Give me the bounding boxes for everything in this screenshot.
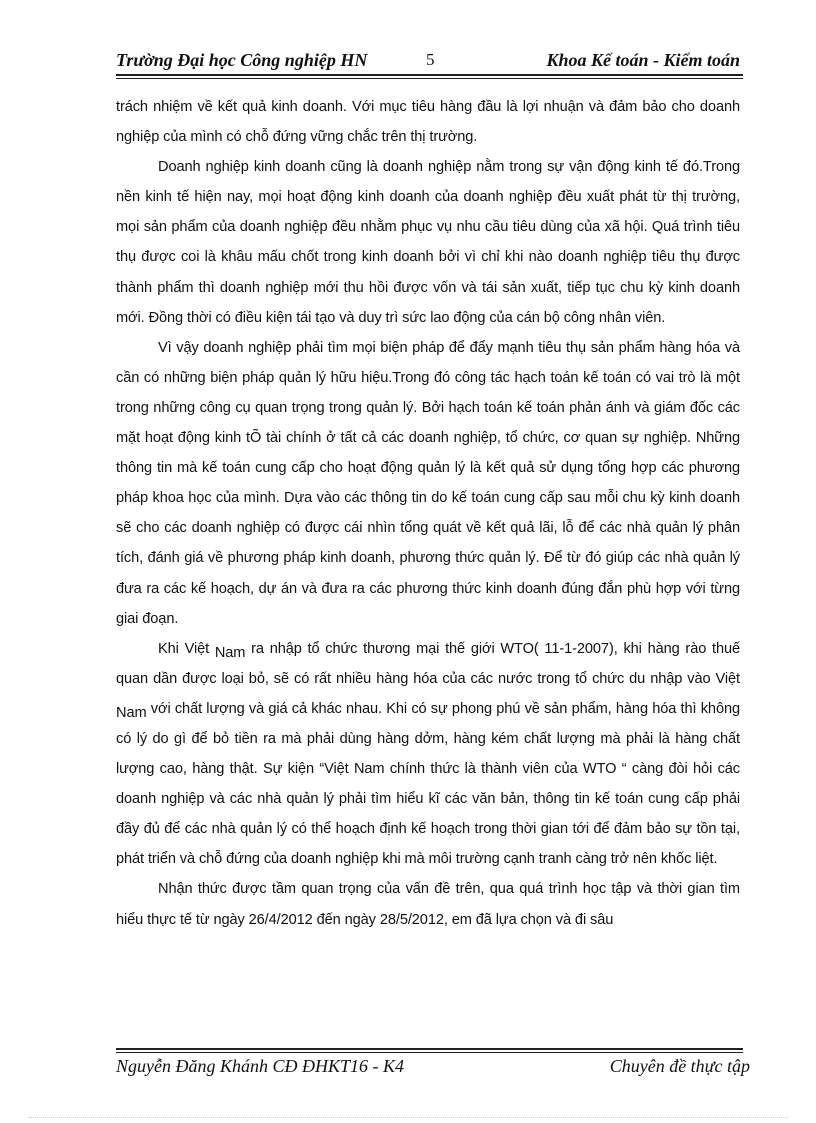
- page-header: [116, 46, 740, 74]
- paragraph-4-part-a: Khi Việt: [158, 640, 215, 657]
- footer-rule-thin: [116, 1052, 743, 1053]
- paragraph-4-nam-1: Nam: [214, 644, 246, 661]
- paragraph-2: Doanh nghiệp kinh doanh cũng là doanh nghiệp nằm trong sự vận động kinh tế đó.Trong nền kinh tế hiện nay, mọi hoạt động kinh doanh của doanh nghiệp đều xuất phát từ thị trường, mọi sản phẩm của doanh nghiệp đều nhằm phục vụ nhu cầu tiêu dùng của xã hội. Quá trình tiêu thụ được coi là khâu mấu chốt trong kinh doanh bởi vì chỉ khi nào doanh nghiệp tiêu thụ được thành phẩm thì doanh nghiệp mới thu hồi được vốn và tái sản xuất, tiếp tục chu kỳ kinh doanh mới. Đồng thời có điều kiện tái tạo và duy trì sức lao động của cán bộ công nhân viên.: [116, 159, 740, 326]
- header-rule-thick: [116, 74, 743, 76]
- paragraph-4-nam-2: Nam: [116, 704, 147, 721]
- paragraph-1: trách nhiệm về kết quả kinh doanh. Với mục tiêu hàng đầu là lợi nhuận và đảm bảo cho doanh nghiệp của mình có chỗ đứng vững chắc trên thị trường.: [116, 99, 740, 146]
- header-rule-thin: [116, 78, 743, 79]
- paragraph-5: Nhận thức được tầm quan trọng của vấn đề trên, qua quá trình học tập và thời gian tìm hiểu thực tế từ ngày 26/4/2012 đến ngày 28/5/2012, em đã lựa chọn và đi sâu: [116, 881, 740, 928]
- footer-author: Nguyễn Đăng Khánh CĐ ĐHKT16 - K4: [116, 1056, 405, 1076]
- header-faculty-name: Khoa Kế toán - Kiểm toán: [546, 50, 740, 70]
- paragraph-4-part-b: ra nhập tổ chức thương mại thế giới WTO( 11-1-2007), khi hàng rào thuế quan dần được loại bỏ, sẽ có rất nhiều hàng hóa của các nước trong tổ chức du nhập vào Việt: [116, 640, 741, 687]
- document-body: [116, 92, 740, 935]
- page-bottom-dotted-line: [28, 1117, 788, 1118]
- paragraph-4: [116, 634, 740, 875]
- header-school-name: Trường Đại học Công nghiệp HN: [116, 50, 368, 70]
- paragraph-4-part-c: với chất lượng và giá cả khác nhau. Khi có sự phong phú về sản phẩm, hàng hóa thì không có lý do gì để bỏ tiền ra mà phải dùng hàng dởm, hàng kém chất lượng mà phải là hàng chất lượng cao, hàng thật. Sự kiện “Việt Nam chính thức là thành viên của WTO “ càng đòi hỏi các doanh nghiệp và các nhà quản lý phải tìm hiểu kĩ các văn bản, thông tin kế toán cung cấp phải đầy đủ để các nhà quản lý có thể hoạch định kế hoạch trong thời gian tới để đảm bảo sự tồn tại, phát triển và chỗ đứng của doanh nghiệp khi mà môi trường cạnh tranh càng trở nên khốc liệt.: [116, 700, 740, 868]
- paragraph-3: Vì vậy doanh nghiệp phải tìm mọi biện pháp để đẩy mạnh tiêu thụ sản phẩm hàng hóa và cần có những biện pháp quản lý hữu hiệu.Trong đó công tác hạch toán kế toán có vai trò là một trong những công cụ quan trọng trong quản lý. Bởi hạch toán kế toán phản ánh và giám đốc các mặt hoạt động kinh tÕ tài chính ở tất cả các doanh nghiệp, tổ chức, cơ quan sự nghiệp. Những thông tin mà kế toán cung cấp cho hoạt động quản lý là kết quả sử dụng tổng hợp các phương pháp khoa học của mình. Dựa vào các thông tin do kế toán cung cấp sau mỗi chu kỳ kinh doanh sẽ cho các doanh nghiệp có được cái nhìn tổng quát về kết quả lãi, lỗ để các nhà quản lý phân tích, đánh giá về phương pháp kinh doanh, phương thức quản lý. Để từ đó giúp các nhà quản lý đưa ra các kế hoạch, dự án và đưa ra các phương thức kinh doanh đúng đắn phù hợp với từng giai đoạn.: [116, 339, 740, 627]
- footer-document-type: Chuyên đề thực tập: [609, 1056, 750, 1076]
- page-footer: [116, 1056, 750, 1082]
- page-number: 5: [426, 50, 435, 69]
- footer-rule-thick: [116, 1048, 743, 1050]
